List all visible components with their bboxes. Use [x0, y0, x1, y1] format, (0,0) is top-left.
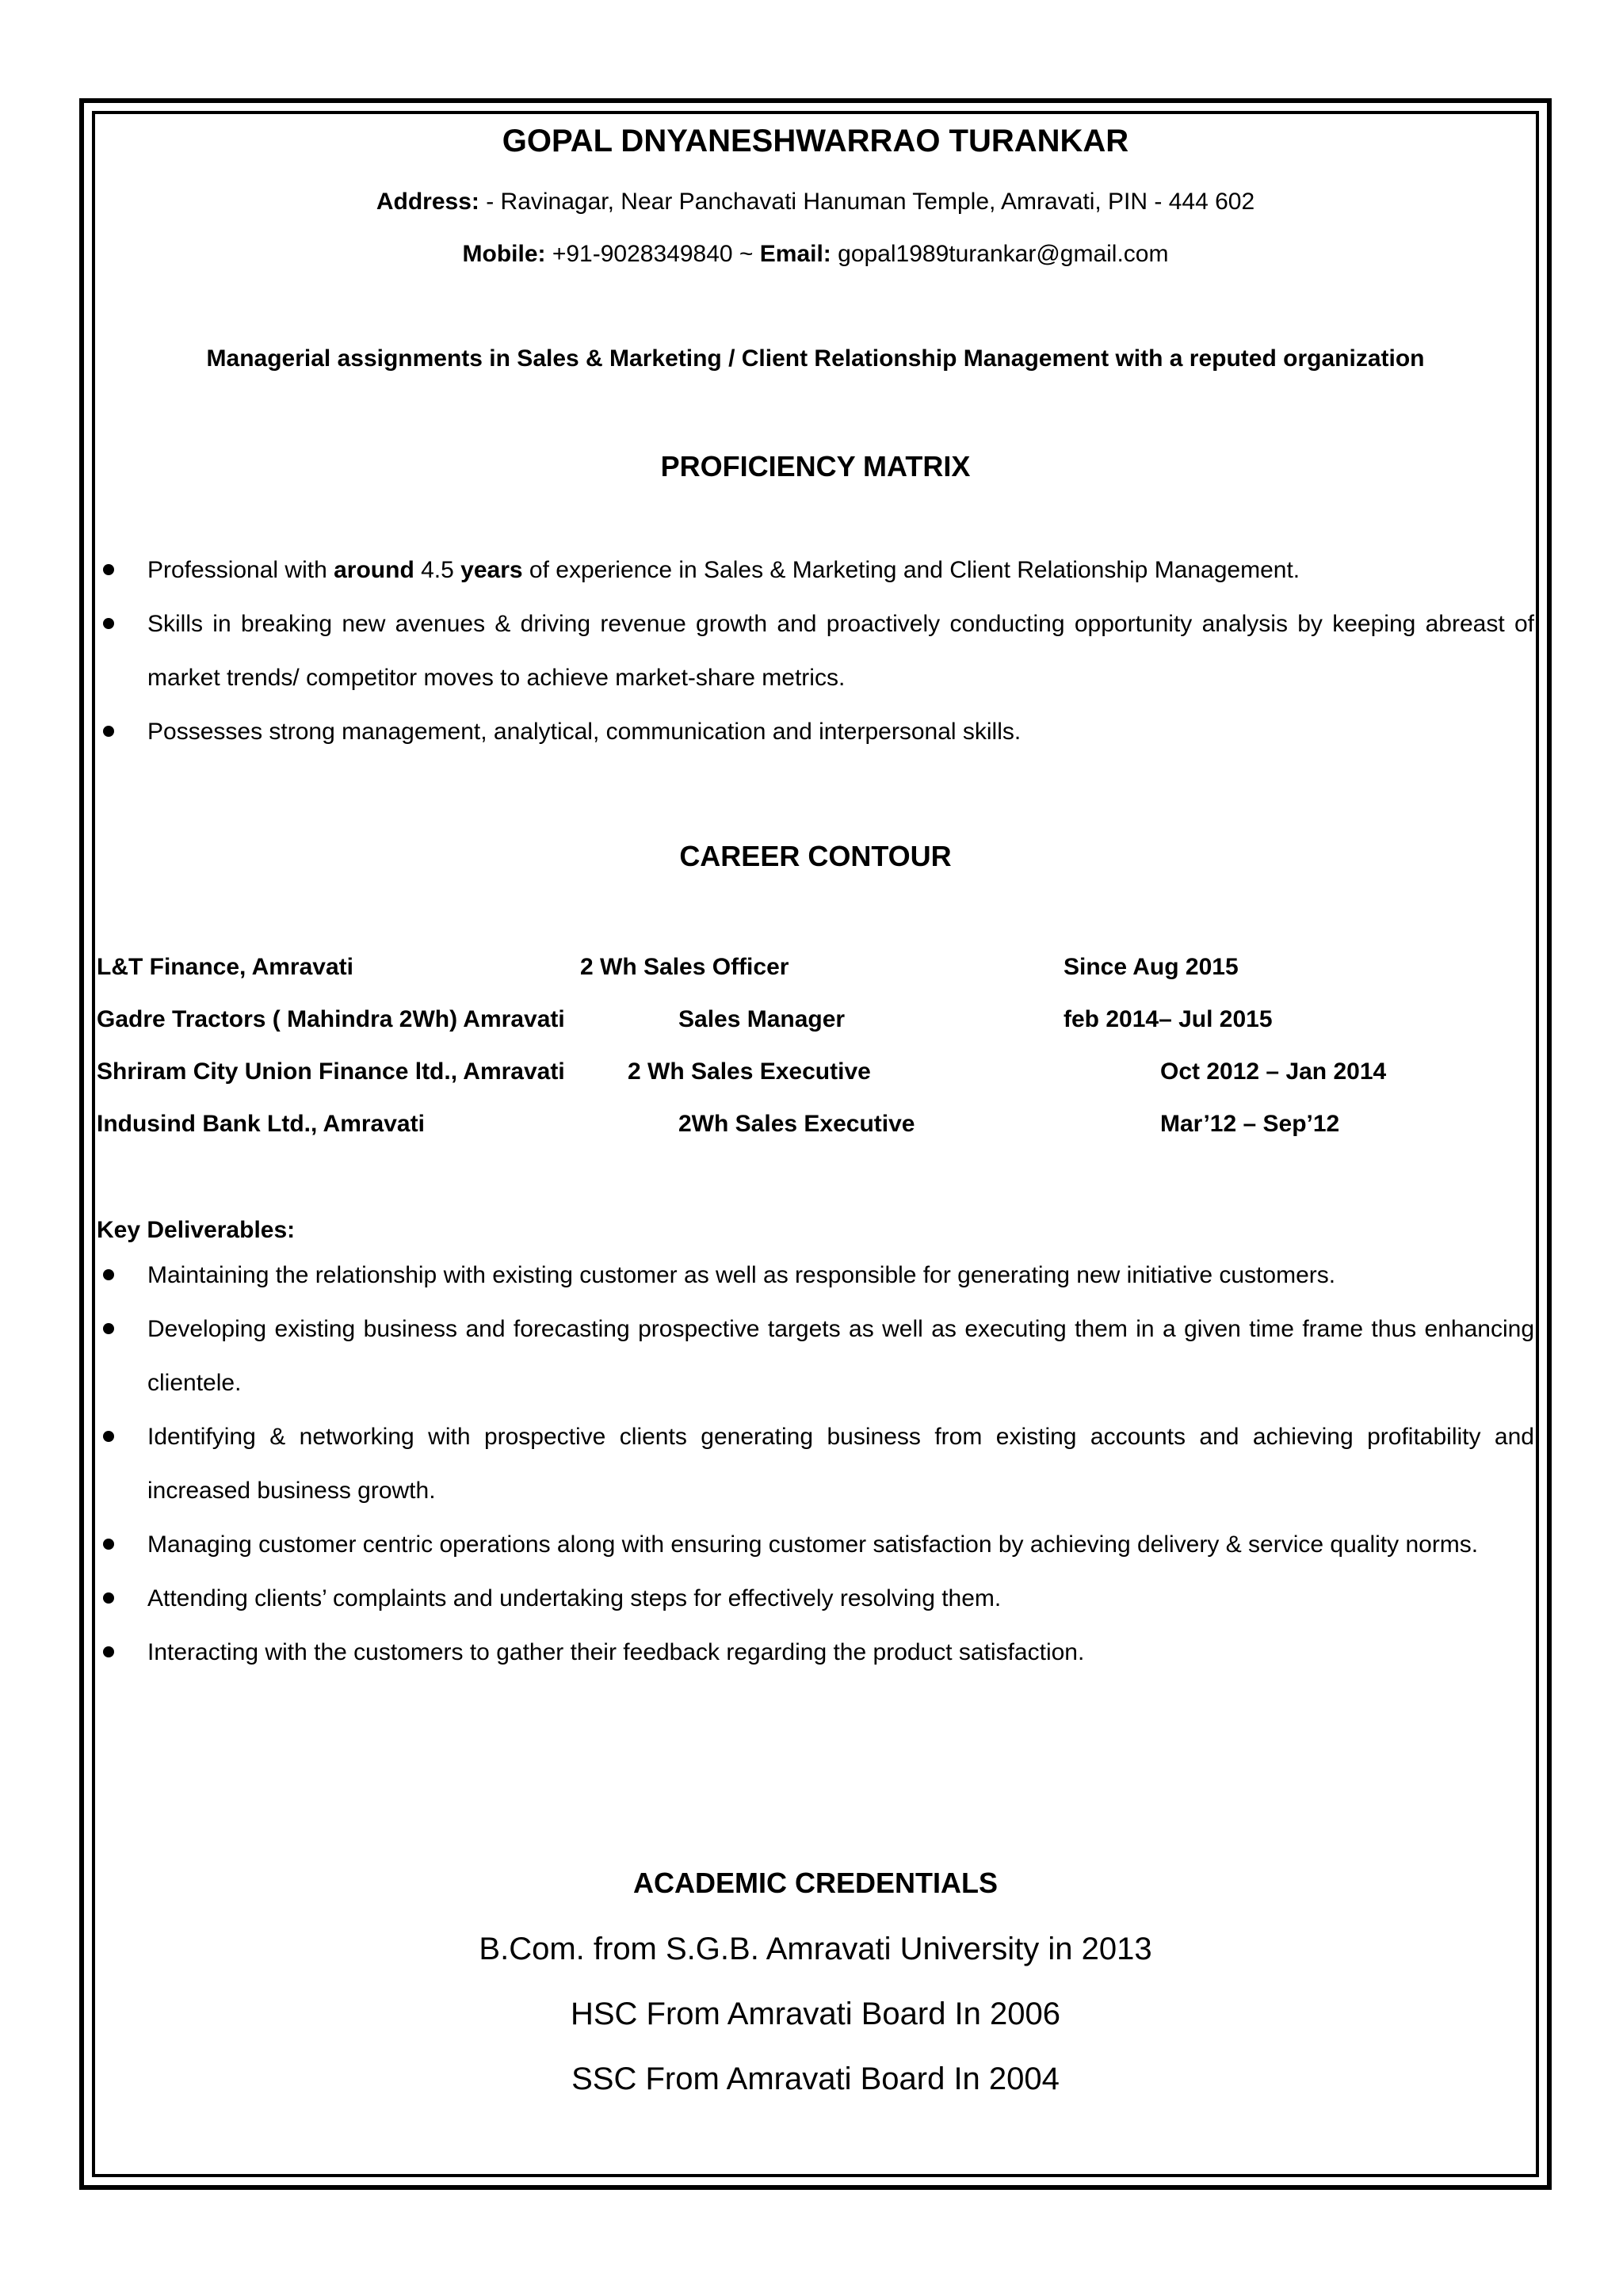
academic-line: B.Com. from S.G.B. Amravati University in 2013	[479, 1932, 1152, 1966]
proficiency-list	[97, 543, 1534, 759]
career-row	[97, 1006, 1534, 1038]
list-item: Possesses strong management, analytical, communication and interpersonal skills.	[97, 705, 1534, 759]
career-company: Shriram City Union Finance ltd., Amravati	[97, 1058, 565, 1085]
list-item: Attending clients’ complaints and undertaking steps for effectively resolving them.	[97, 1572, 1534, 1626]
mobile-label: Mobile:	[462, 241, 546, 267]
bullet-icon	[103, 726, 114, 737]
career-row	[97, 1058, 1534, 1090]
career-objective: Managerial assignments in Sales & Marketing / Client Relationship Management with a reputed organization	[206, 345, 1425, 372]
career-title: CAREER CONTOUR	[679, 840, 952, 872]
bullet-icon	[103, 1323, 114, 1334]
career-role: Sales Manager	[678, 1006, 846, 1032]
list-item: Professional with around 4.5 years of experience in Sales & Marketing and Client Relationship Management.	[97, 543, 1534, 597]
career-period: Mar’12 – Sep’12	[1160, 1111, 1340, 1137]
career-row	[97, 1111, 1534, 1142]
list-item: Maintaining the relationship with existing customer as well as responsible for generating new initiative customers.	[97, 1249, 1534, 1302]
academic-line: SSC From Amravati Board In 2004	[571, 2061, 1060, 2096]
career-company: L&T Finance, Amravati	[97, 954, 353, 980]
candidate-name: GOPAL DNYANESHWARRAO TURANKAR	[502, 124, 1129, 158]
career-role: 2Wh Sales Executive	[678, 1111, 915, 1137]
list-item: Interacting with the customers to gather their feedback regarding the product satisfaction.	[97, 1626, 1534, 1680]
career-period: feb 2014– Jul 2015	[1064, 1006, 1273, 1032]
address-label: Address:	[376, 189, 479, 215]
resume-content	[97, 116, 1534, 2172]
career-period: Oct 2012 – Jan 2014	[1160, 1058, 1387, 1085]
address-line	[97, 189, 1534, 215]
career-role: 2 Wh Sales Executive	[628, 1058, 871, 1085]
academic-line: HSC From Amravati Board In 2006	[570, 1997, 1061, 2031]
career-company: Indusind Bank Ltd., Amravati	[97, 1111, 425, 1137]
mobile-value: +91-9028349840 ~	[545, 241, 760, 267]
contact-line	[97, 241, 1534, 268]
address-value: - Ravinagar, Near Panchavati Hanuman Temple, Amravati, PIN - 444 602	[479, 189, 1255, 215]
deliverables-list	[97, 1249, 1534, 1680]
bullet-icon	[103, 1431, 114, 1442]
bullet-icon	[103, 1646, 114, 1657]
key-deliverables-label: Key Deliverables:	[97, 1217, 296, 1243]
career-period: Since Aug 2015	[1064, 954, 1239, 980]
list-item: Skills in breaking new avenues & driving revenue growth and proactively conducting opportunity analysis by keeping abreast of market trends/ competitor moves to achieve market-share metrics.	[97, 597, 1534, 705]
list-item: Managing customer centric operations along with ensuring customer satisfaction by achieving delivery & service quality norms.	[97, 1518, 1534, 1572]
bullet-icon	[103, 1269, 114, 1280]
list-item: Developing existing business and forecasting prospective targets as well as executing them in a given time frame thus enhancing clientele.	[97, 1302, 1534, 1410]
proficiency-title: PROFICIENCY MATRIX	[660, 450, 971, 482]
career-row	[97, 954, 1534, 986]
career-role: 2 Wh Sales Officer	[580, 954, 789, 980]
bullet-icon	[103, 564, 114, 575]
career-company: Gadre Tractors ( Mahindra 2Wh) Amravati	[97, 1006, 565, 1032]
email-label: Email:	[759, 241, 831, 267]
bullet-icon	[103, 1539, 114, 1550]
academic-title: ACADEMIC CREDENTIALS	[632, 1867, 998, 1899]
bullet-icon	[103, 618, 114, 629]
bullet-icon	[103, 1592, 114, 1604]
list-item: Identifying & networking with prospective clients generating business from existing accounts and achieving profitability and increased business growth.	[97, 1410, 1534, 1518]
email-value: gopal1989turankar@gmail.com	[831, 241, 1169, 267]
